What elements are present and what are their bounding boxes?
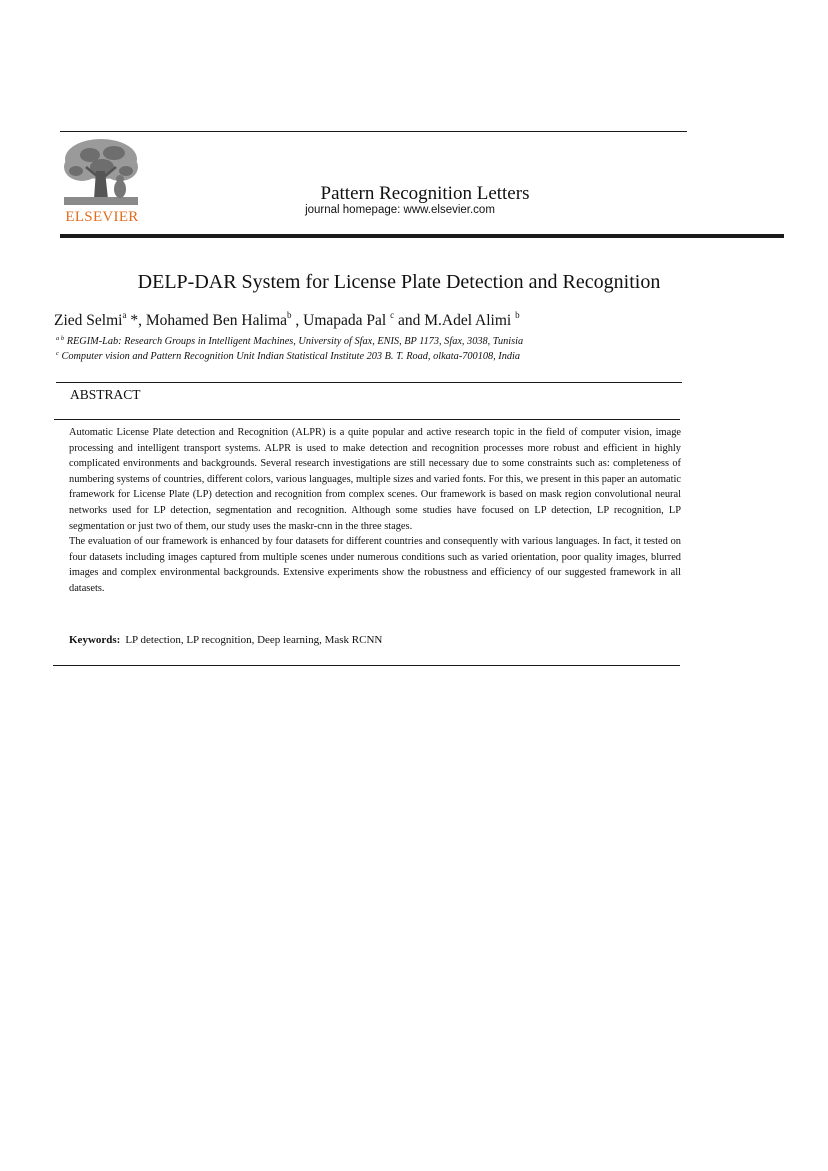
keywords-label: Keywords:: [69, 634, 121, 646]
author-list: [54, 310, 774, 330]
author-affiliation-marker: b: [287, 310, 292, 320]
affiliation: [56, 350, 776, 362]
abstract-paragraph: The evaluation of our framework is enhanced by four datasets for different countries and consequently with various languages. In fact, it tested on four datasets including images captured from multiple scenes under numerous conditions such as varied orientation, poor quality images, blurred images and complex environmental backgrounds. Extensive experiments show the robustness and efficiency of our suggested framework in all datasets.: [69, 536, 681, 594]
affiliation-text: REGIM-Lab: Research Groups in Intelligent Machines, University of Sfax, ENIS, BP 1173, Sfax, 3038, Tunisia: [64, 336, 524, 347]
author-name: M.Adel Alimi: [424, 312, 516, 329]
author-separator: and: [394, 312, 425, 329]
paper-title: DELP-DAR System for License Plate Detection and Recognition: [137, 271, 661, 293]
author-affiliation-marker: a: [122, 310, 127, 320]
journal-homepage: journal homepage: www.elsevier.com: [305, 204, 495, 216]
author-affiliation-marker: b: [515, 310, 520, 320]
affiliation-marker: c: [56, 350, 59, 357]
abstract-heading: ABSTRACT: [70, 387, 141, 402]
affiliation-text: Computer vision and Pattern Recognition Unit Indian Statistical Institute 203 B. T. Road, olkata-700108, India: [58, 351, 521, 362]
affiliation-marker: a b: [56, 335, 65, 342]
abstract-body: [69, 425, 681, 597]
top-rule: [60, 131, 687, 132]
publisher-wordmark: ELSEVIER: [65, 209, 139, 225]
author-affiliation-marker: c: [390, 310, 395, 320]
header-bottom-rule: [60, 234, 784, 238]
keywords: [69, 634, 382, 646]
abstract-bottom-rule: [53, 665, 680, 666]
abstract-heading-rule: [54, 419, 680, 420]
author-name: Zied Selmi: [54, 312, 123, 329]
author-separator: *,: [126, 312, 146, 329]
affiliation: [56, 335, 776, 347]
journal-title: Pattern Recognition Letters: [320, 183, 530, 204]
author-separator: ,: [291, 312, 304, 329]
author-name: Umapada Pal: [303, 312, 391, 329]
keywords-value: LP detection, LP recognition, Deep learning, Mask RCNN: [125, 634, 383, 646]
abstract-paragraph: Automatic License Plate detection and Recognition (ALPR) is a quite popular and active research topic in the field of computer vision, image processing and intelligent transport systems. ALPR is used to make detection and recognition processes more robust and efficient in highly complicated environments and backgrounds. Several research investigations are still necessary due to some constraints such as: completeness of numbering systems of countries, different colors, various languages, multiple sizes and varied fonts. For this, we present in this paper an automatic framework for License Plate (LP) detection and recognition from complex scenes. Our framework is based on mask region convolutional neural networks used for LP detection, segmentation and recognition. Although some studies have focused on LP detection, LP recognition, LP segmentation or just two of them, our study uses the maskr-cnn in the three stages.: [69, 427, 681, 532]
abstract-top-rule: [56, 382, 682, 383]
author-name: Mohamed Ben Halima: [145, 312, 288, 329]
